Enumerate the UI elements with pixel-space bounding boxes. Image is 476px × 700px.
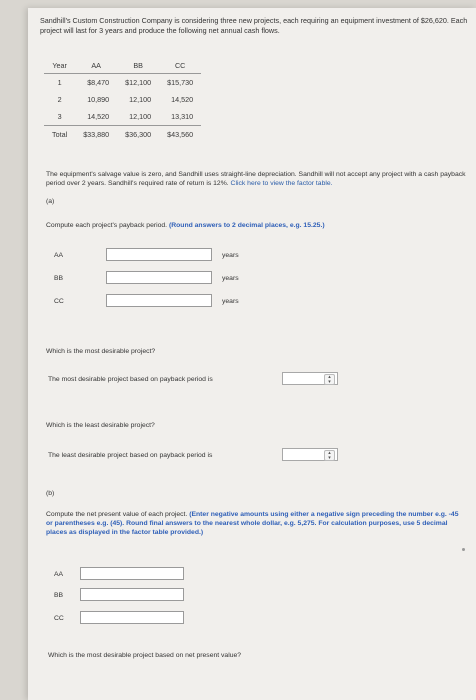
npv-most-desirable-question: Which is the most desirable project based on net present value? — [48, 652, 242, 659]
most-desirable-label: The most desirable project based on payback period is — [48, 376, 213, 383]
most-desirable-select[interactable] — [282, 372, 338, 385]
col-header-year: Year — [44, 58, 75, 74]
least-desirable-label: The least desirable project based on payback period is — [48, 452, 213, 459]
least-desirable-select[interactable] — [282, 448, 338, 461]
most-desirable-question: Which is the most desirable project? — [46, 348, 156, 355]
table-row — [44, 108, 201, 126]
cell: 2 — [57, 95, 62, 104]
col-header-aa: AA — [75, 58, 117, 74]
cell: $43,560 — [159, 126, 201, 144]
project-label-cc: CC — [54, 615, 64, 622]
payback-input-bb[interactable] — [106, 271, 212, 284]
payback-input-cc[interactable] — [106, 294, 212, 307]
project-label-aa: AA — [54, 252, 64, 259]
cell: 12,100 — [129, 112, 152, 121]
table-row — [44, 91, 201, 108]
cell: 14,520 — [171, 95, 194, 104]
npv-input-bb[interactable] — [80, 588, 184, 601]
part-a-instruction — [46, 222, 325, 229]
decorative-dot — [462, 548, 465, 551]
cell: 3 — [57, 112, 62, 121]
least-desirable-question: Which is the least desirable project? — [46, 422, 155, 429]
part-b-instruction — [46, 510, 466, 537]
cell: $36,300 — [117, 126, 159, 144]
cell: 10,890 — [87, 95, 110, 104]
part-b-label: (b) — [46, 490, 55, 497]
cell: 13,310 — [171, 112, 194, 121]
table-total-row — [44, 126, 201, 144]
col-header-cc: CC — [159, 58, 201, 74]
instruction-text: Compute each project's payback period. — [46, 222, 168, 229]
cell: $8,470 — [87, 78, 110, 87]
problem-intro: Sandhill's Custom Construction Company is considering three new projects, each requiring an equipment investment of $26,620. Each project will last for 3 years and produce the following net annual cash flows. — [40, 16, 468, 35]
problem-details — [46, 170, 466, 188]
col-header-bb: BB — [117, 58, 159, 74]
cell: $12,100 — [125, 78, 152, 87]
details-text: The equipment's salvage value is zero, and Sandhill uses straight-line depreciation. Sandhill will not accept any project with a cash payback period over 2 years. Sandhill's required rate of return is 12%. — [46, 171, 466, 187]
cell: $15,730 — [167, 78, 194, 87]
rounding-note: (Round answers to 2 decimal places, e.g. 15.25.) — [168, 222, 325, 229]
table-row — [44, 74, 201, 92]
question-page — [28, 8, 476, 700]
cell: 14,520 — [87, 112, 110, 121]
payback-input-aa[interactable] — [106, 248, 212, 261]
project-label-cc: CC — [54, 298, 64, 305]
project-label-bb: BB — [54, 275, 64, 282]
part-a-label: (a) — [46, 198, 55, 205]
select-arrows-icon: ▴ ▾ — [324, 450, 335, 461]
cell: Total — [44, 126, 75, 144]
cash-flow-table — [44, 58, 201, 143]
unit-years: years — [222, 252, 239, 259]
instruction-text: Compute the net present value of each project. — [46, 511, 188, 518]
cell: 12,100 — [129, 95, 152, 104]
select-arrows-icon: ▴ ▾ — [324, 374, 335, 385]
project-label-aa: AA — [54, 571, 64, 578]
factor-table-link[interactable]: Click here to view the factor table. — [230, 180, 333, 187]
entry-note: (Enter negative amounts using either a negative sign preceding the number e.g. -45 or parentheses e.g. (45). Round final answers to the nearest whole dollar, e.g. 5,275. For calculation purposes, use 5 decimal places as displayed in the factor table provided.) — [46, 511, 459, 536]
unit-years: years — [222, 298, 239, 305]
npv-input-cc[interactable] — [80, 611, 184, 624]
unit-years: years — [222, 275, 239, 282]
cell: 1 — [57, 78, 62, 87]
project-label-bb: BB — [54, 592, 64, 599]
cell: $33,880 — [75, 126, 117, 144]
npv-input-aa[interactable] — [80, 567, 184, 580]
